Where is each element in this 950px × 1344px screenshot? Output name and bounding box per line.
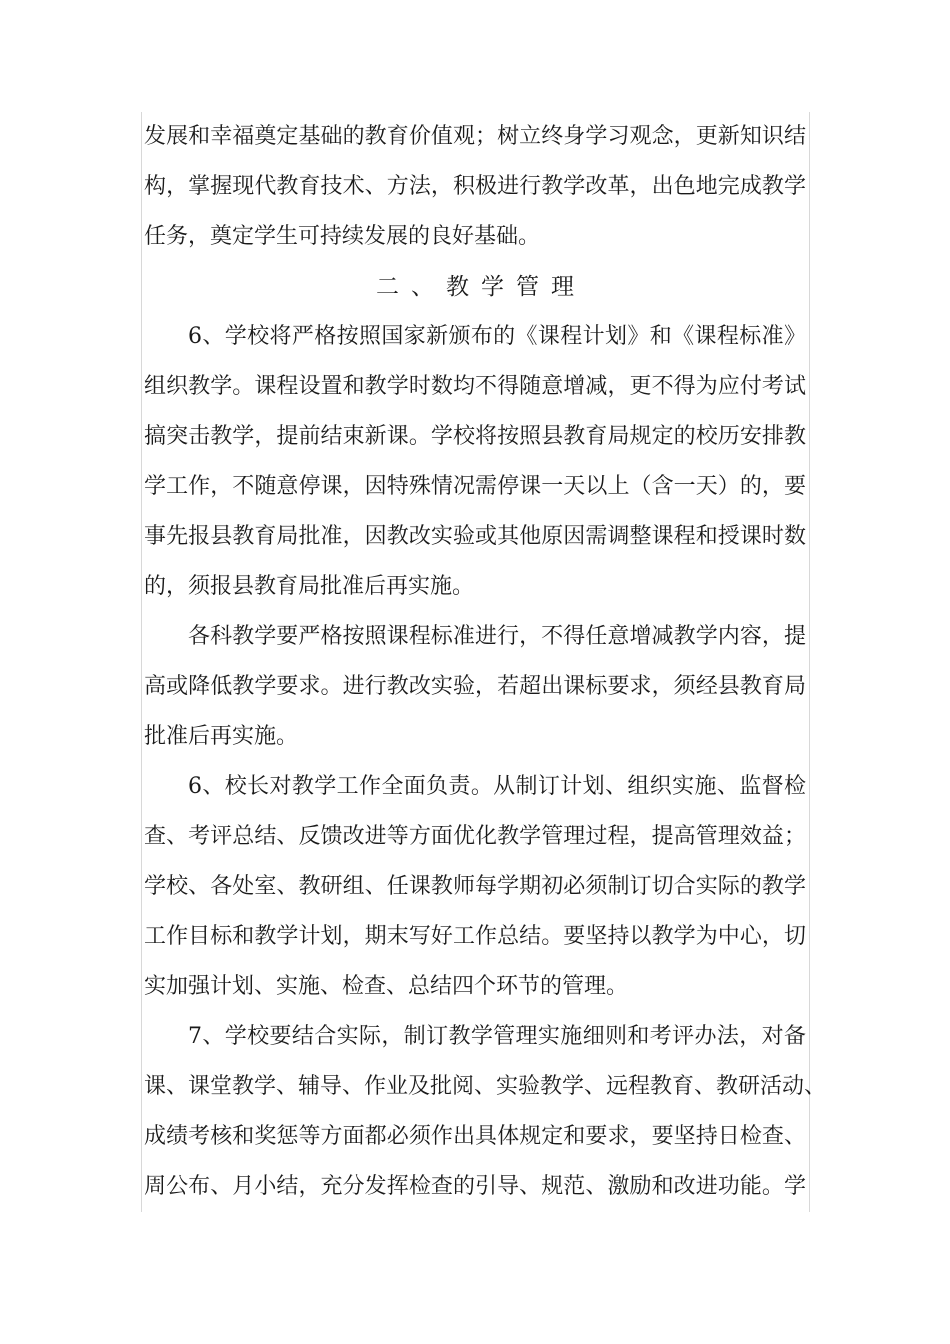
text-line: 事先报县教育局批准，因教改实验或其他原因需调整课程和授课时数	[144, 524, 806, 549]
section-heading: 二、教学管理	[376, 274, 586, 300]
paragraph-7-management	[144, 1012, 827, 1212]
text-line: 高或降低教学要求。进行教改实验，若超出课标要求，须经县教育局	[144, 674, 806, 699]
paragraph-6-curriculum	[144, 312, 806, 612]
text-line: 6、学校将严格按照国家新颁布的《课程计划》和《课程标准》	[188, 324, 806, 349]
text-line: 成绩考核和奖惩等方面都必须作出具体规定和要求，要坚持日检查、	[144, 1124, 806, 1149]
text-line: 的，须报县教育局批准后再实施。	[144, 574, 475, 599]
text-line: 发展和幸福奠定基础的教育价值观；树立终身学习观念，更新知识结	[144, 124, 806, 149]
paragraph-6-principal	[144, 762, 806, 1012]
text-line: 各科教学要严格按照课程标准进行，不得任意增减教学内容，提	[188, 624, 806, 649]
text-line: 搞突击教学，提前结束新课。学校将按照县教育局规定的校历安排教	[144, 424, 806, 449]
text-line: 实加强计划、实施、检查、总结四个环节的管理。	[144, 974, 629, 999]
paragraph-intro	[144, 112, 806, 262]
text-line: 查、考评总结、反馈改进等方面优化教学管理过程，提高管理效益；	[144, 824, 806, 849]
text-line: 周公布、月小结，充分发挥检查的引导、规范、激励和改进功能。学	[144, 1174, 806, 1199]
text-line: 学校、各处室、教研组、任课教师每学期初必须制订切合实际的教学	[144, 874, 806, 899]
text-line: 工作目标和教学计划，期末写好工作总结。要坚持以教学为中心，切	[144, 924, 806, 949]
text-line: 批准后再实施。	[144, 724, 299, 749]
text-line: 6、校长对教学工作全面负责。从制订计划、组织实施、监督检	[188, 774, 806, 799]
text-line: 学工作，不随意停课，因特殊情况需停课一天以上（含一天）的，要	[144, 474, 806, 499]
paragraph-subject-teaching	[144, 612, 806, 762]
text-line: 7、学校要结合实际，制订教学管理实施细则和考评办法，对备	[188, 1024, 806, 1049]
text-line: 任务，奠定学生可持续发展的良好基础。	[144, 224, 541, 249]
text-line: 组织教学。课程设置和教学时数均不得随意增减，更不得为应付考试	[144, 374, 806, 399]
text-line: 课、课堂教学、辅导、作业及批阅、实验教学、远程教育、教研活动、	[144, 1074, 827, 1099]
text-line: 构，掌握现代教育技术、方法，积极进行教学改革，出色地完成教学	[144, 174, 806, 199]
document-body	[144, 112, 827, 1212]
